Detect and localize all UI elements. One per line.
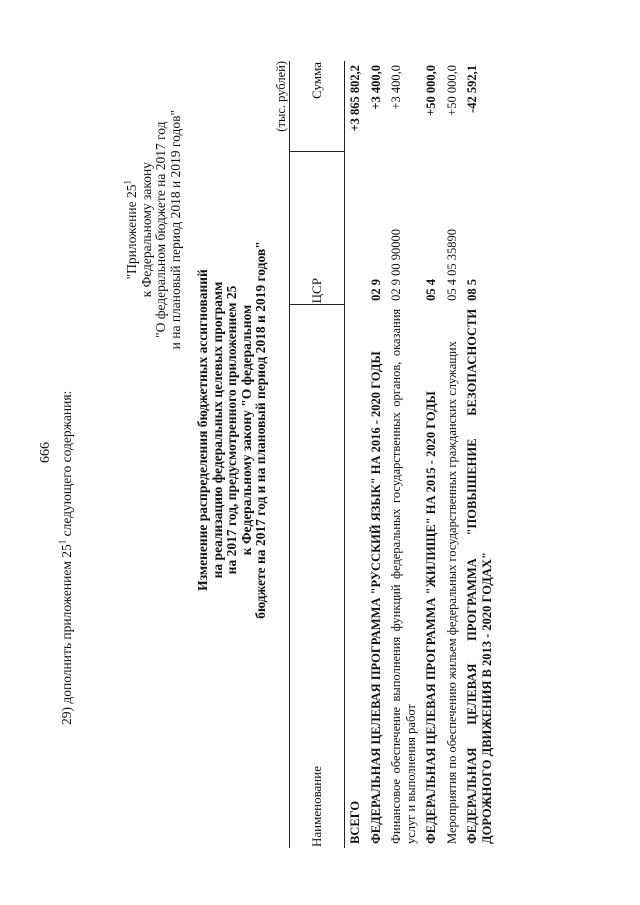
- row-name-cell: ФЕДЕРАЛЬНАЯ ЦЕЛЕВАЯ ПРОГРАММА "ЖИЛИЩЕ" НА 2015 - 2020 ГОДЫ: [424, 391, 438, 844]
- table-row: [345, 61, 366, 848]
- row-name-cell: ФЕДЕРАЛЬНАЯ ЦЕЛЕВАЯ ПРОГРАММА "ПОВЫШЕНИЕ БЕЗОПАСНОСТИ ДОРОЖНОГО ДВИЖЕНИЯ В 2013 - 2020 ГОДАХ": [465, 308, 494, 844]
- row-name-cell: Финансовое обеспечение выполнения функций федеральных государственных органов, оказания услуг и выполнения работ: [389, 308, 418, 844]
- title-line-1: Изменение распределения бюджетных ассигнований: [195, 269, 210, 591]
- document-title: [196, 200, 269, 660]
- row-csr-cell: [345, 151, 366, 305]
- intro-suffix: следующего содержания:: [59, 390, 74, 540]
- appendix-line-3: "О федеральном бюджете на 2017 год: [153, 121, 168, 338]
- title-line-3: на 2017 год, предусмотренного приложением 25: [224, 285, 240, 575]
- table-row: [421, 61, 442, 848]
- row-name-cell: ВСЕГО: [348, 800, 362, 844]
- title-line-5: бюджете на 2017 год и на плановый период 2018 и 2019 годов": [253, 241, 269, 619]
- row-csr-cell: 05 4: [424, 278, 438, 301]
- row-csr-cell: 02 9 00 90000: [389, 228, 403, 301]
- appendix-header: [122, 110, 183, 350]
- appendix-line-4: и на плановый период 2018 и 2019 годов": [167, 110, 183, 350]
- appendix-line-1-sup: 1: [122, 180, 133, 185]
- title-line-2: на реализацию федеральных целевых программ: [209, 281, 225, 579]
- allocation-table: [289, 61, 497, 848]
- row-sum-cell: +50 000,0: [444, 65, 459, 116]
- row-sum-cell: +50 000,0: [424, 65, 438, 116]
- intro-sup: 1: [57, 539, 68, 545]
- header-name: Наименование: [290, 305, 345, 848]
- page-number: 666: [38, 442, 53, 463]
- title-line-4: к Федеральному закону "О федеральном: [238, 304, 254, 556]
- table-row: [442, 61, 463, 848]
- row-name-cell: ФЕДЕРАЛЬНАЯ ЦЕЛЕВАЯ ПРОГРАММА "РУССКИЙ ЯЗЫК" НА 2016 - 2020 ГОДЫ: [368, 351, 383, 844]
- intro-text: [59, 391, 75, 725]
- units-label: (тыс. рублей): [274, 61, 288, 132]
- table-row: [386, 61, 421, 848]
- row-csr-cell: 05 4 05 35890: [444, 228, 459, 301]
- row-csr-cell: 02 9: [368, 278, 383, 301]
- row-sum-cell: +3 400,0: [368, 65, 383, 110]
- row-name-cell: Мероприятия по обеспечению жильем федеральных государственных гражданских служащих: [444, 341, 459, 844]
- header-sum: Сумма: [290, 61, 345, 151]
- table-row: [462, 61, 497, 848]
- appendix-line-2: к Федеральному закону: [138, 162, 154, 298]
- intro-prefix: 29) дополнить приложением 25: [59, 544, 74, 725]
- row-sum-cell: +3 865 802,2: [348, 65, 362, 132]
- table-row: [366, 61, 387, 848]
- table-header-row: [290, 61, 345, 848]
- appendix-line-1-text: "Приложение 25: [124, 184, 139, 280]
- appendix-line-1: [122, 110, 140, 349]
- row-sum-cell: -42 592,1: [465, 65, 479, 113]
- row-sum-cell: +3 400,0: [389, 65, 403, 110]
- row-csr-cell: 08 5: [465, 278, 479, 301]
- header-csr: ЦСР: [290, 151, 345, 305]
